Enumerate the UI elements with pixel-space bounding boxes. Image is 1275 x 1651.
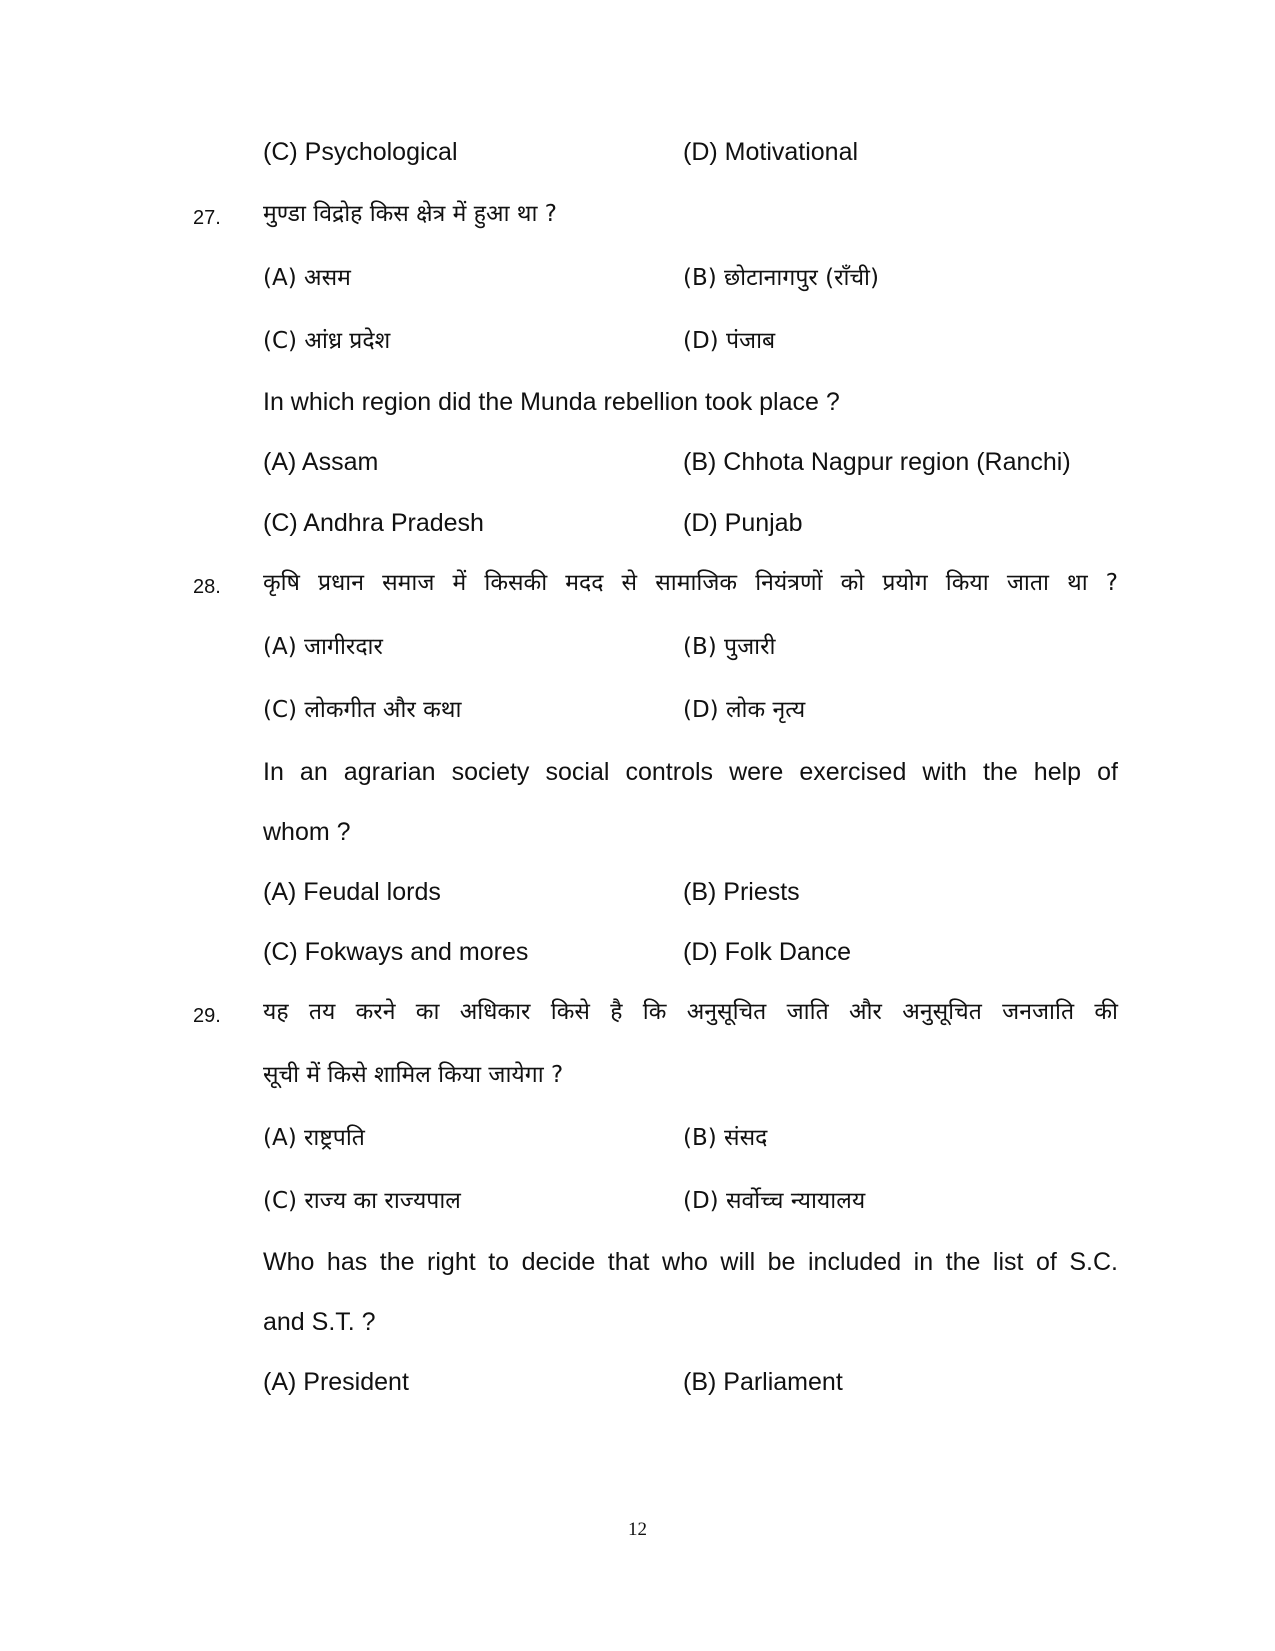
question-27-english-text: In which region did the Munda rebellion took place ? [263,388,840,416]
question-27-hindi-option-c: (C) आंध्र प्रदेश [263,328,391,354]
question-27-english-option-b: (B) Chhota Nagpur region (Ranchi) [683,448,1071,476]
prev-option-c: (C) Psychological [263,138,458,166]
question-28-english-option-d: (D) Folk Dance [683,938,852,966]
question-27-hindi-option-a: (A) असम [263,265,351,291]
question-29-hindi-text-line2: सूची में किसे शामिल किया जायेगा ? [263,1062,564,1088]
question-27-number: 27. [193,207,221,229]
question-29-hindi-option-b: (B) संसद [683,1125,768,1151]
question-29-english-option-a: (A) President [263,1368,409,1396]
question-28-english-option-b: (B) Priests [683,878,800,906]
page-number: 12 [628,1519,647,1540]
question-28-hindi-option-b: (B) पुजारी [683,634,776,660]
question-27-hindi-option-d: (D) पंजाब [683,328,776,354]
question-29-hindi-option-c: (C) राज्य का राज्यपाल [263,1188,461,1214]
question-27-english-option-d: (D) Punjab [683,509,803,537]
question-27-english-option-a: (A) Assam [263,448,379,476]
question-29-hindi-option-a: (A) राष्ट्रपति [263,1125,365,1151]
question-28-hindi-option-c: (C) लोकगीत और कथा [263,697,462,723]
question-27-hindi-option-b: (B) छोटानागपुर (राँची) [683,265,879,291]
question-27-english-option-c: (C) Andhra Pradesh [263,509,484,537]
question-29-english-text-line1: Who has the right to decide that who will be included in the list of S.C. [263,1248,1118,1276]
question-28-english-option-c: (C) Fokways and mores [263,938,529,966]
question-29-english-text-line2: and S.T. ? [263,1308,376,1336]
question-28-hindi-text: कृषि प्रधान समाज में किसकी मदद से सामाजिक नियंत्रणों को प्रयोग किया जाता था ? [263,570,1118,596]
question-28-english-option-a: (A) Feudal lords [263,878,441,906]
question-28-english-text-line2: whom ? [263,818,351,846]
question-28-number: 28. [193,576,221,598]
question-29-english-option-b: (B) Parliament [683,1368,843,1396]
question-28-hindi-option-a: (A) जागीरदार [263,634,383,660]
question-28-hindi-option-d: (D) लोक नृत्य [683,697,806,723]
prev-option-d: (D) Motivational [683,138,859,166]
question-28-english-text-line1: In an agrarian society social controls were exercised with the help of [263,758,1118,786]
question-27-hindi-text: मुण्डा विद्रोह किस क्षेत्र में हुआ था ? [263,201,557,227]
question-29-hindi-text-line1: यह तय करने का अधिकार किसे है कि अनुसूचित जाति और अनुसूचित जनजाति की [263,999,1118,1025]
question-29-number: 29. [193,1005,221,1027]
question-29-hindi-option-d: (D) सर्वोच्च न्यायालय [683,1188,866,1214]
